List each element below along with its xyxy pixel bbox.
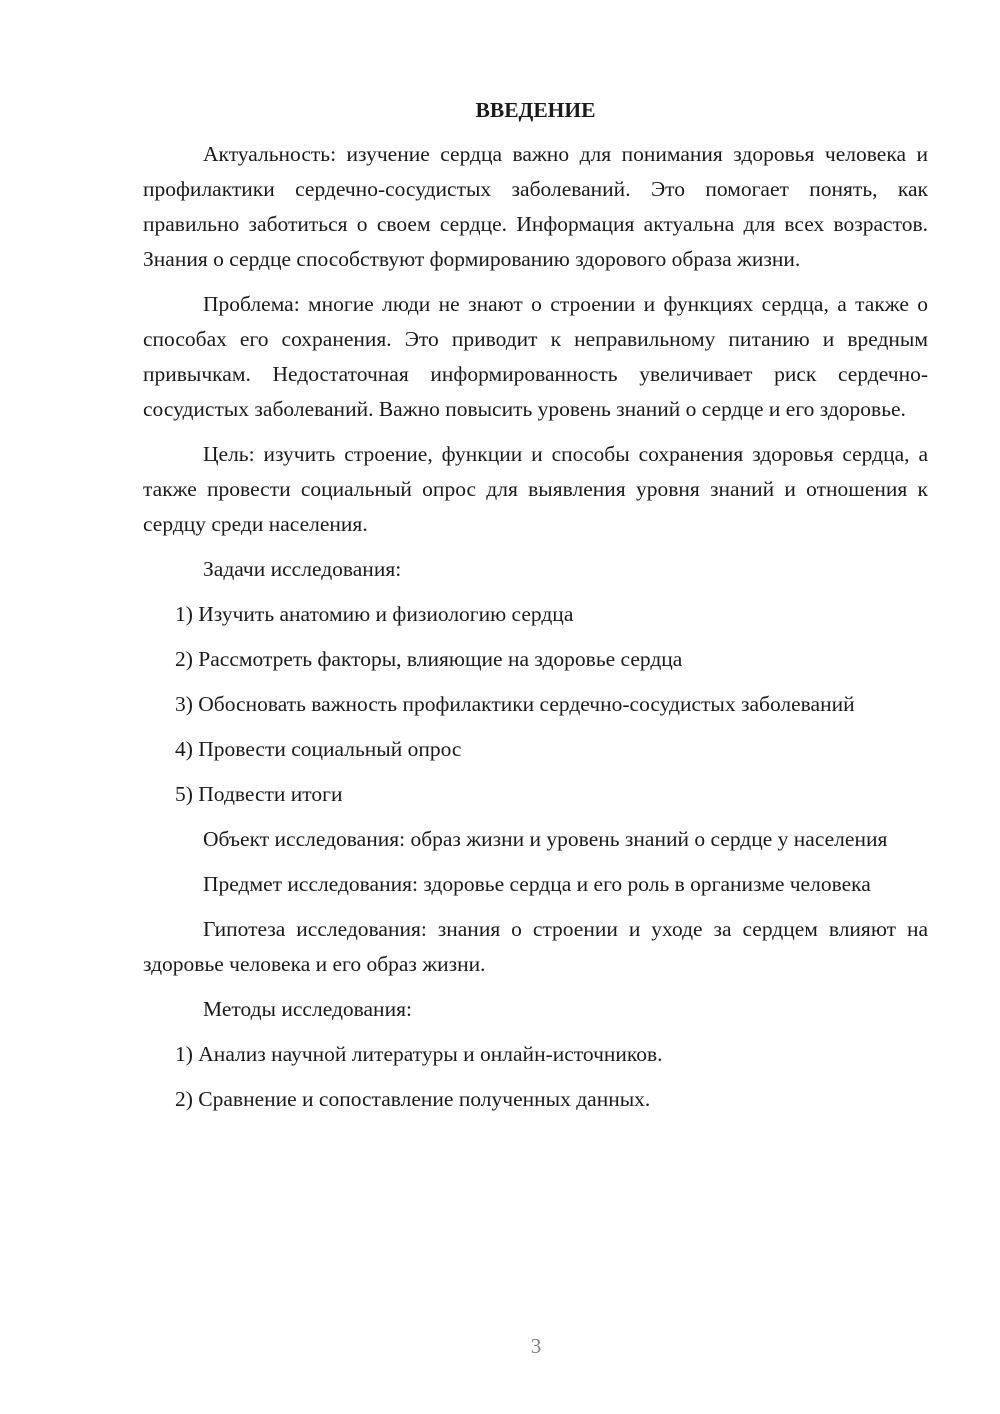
relevance-paragraph: Актуальность: изучение сердца важно для понимания здоровья человека и профилактики сердечно-сосудистых заболеваний. Это помогает понять, как правильно заботиться о своем сердце. Информация актуальна для всех возрастов. Знания о сердце способствуют формированию здорового образа жизни. <box>143 142 928 271</box>
methods-title: Методы исследования: <box>203 997 412 1021</box>
task-item: 1) Изучить анатомию и физиологию сердца <box>175 602 574 626</box>
method-item: 2) Сравнение и сопоставление полученных данных. <box>175 1087 651 1111</box>
object-paragraph: Объект исследования: образ жизни и уровень знаний о сердце у населения <box>203 827 888 851</box>
method-item: 1) Анализ научной литературы и онлайн-источников. <box>175 1042 663 1066</box>
task-item: 5) Подвести итоги <box>175 782 343 806</box>
tasks-title: Задачи исследования: <box>203 557 402 581</box>
page-title: ВВЕДЕНИЕ <box>475 98 596 122</box>
problem-paragraph: Проблема: многие люди не знают о строении и функциях сердца, а также о способах его сохранения. Это приводит к неправильному питанию и вредным привычкам. Недостаточная информированность увеличивает риск сердечно-сосудистых заболеваний. Важно повысить уровень знаний о сердце и его здоровье. <box>143 292 928 421</box>
hypothesis-paragraph: Гипотеза исследования: знания о строении и уходе за сердцем влияют на здоровье человека и его образ жизни. <box>143 917 928 976</box>
goal-paragraph: Цель: изучить строение, функции и способы сохранения здоровья сердца, а также провести социальный опрос для выявления уровня знаний и отношения к сердцу среди населения. <box>143 442 928 536</box>
document-page <box>143 92 928 1127</box>
task-item: 3) Обосновать важность профилактики сердечно-сосудистых заболеваний <box>175 692 855 716</box>
subject-paragraph: Предмет исследования: здоровье сердца и его роль в организме человека <box>203 872 871 896</box>
task-item: 4) Провести социальный опрос <box>175 737 462 761</box>
page-number: 3 <box>530 1334 542 1358</box>
task-item: 2) Рассмотреть факторы, влияющие на здоровье сердца <box>175 647 683 671</box>
